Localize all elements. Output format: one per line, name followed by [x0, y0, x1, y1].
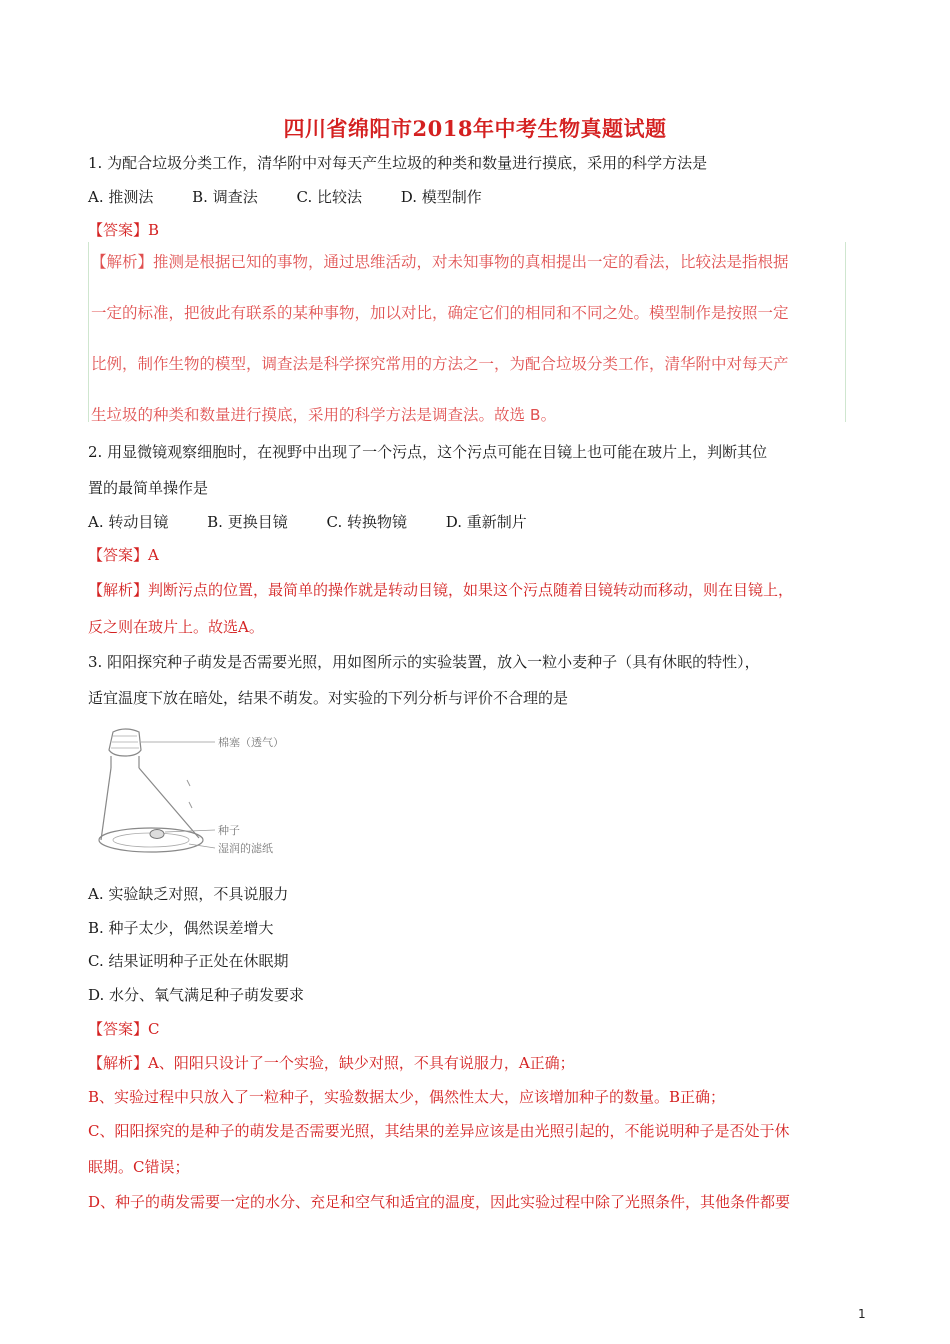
cotton-plug-shape	[109, 729, 141, 756]
q3-question-line: 3. 阳阳探究种子萌发是否需要光照，用如图所示的实验装置，放入一粒小麦种子（具有休眠的特性），	[88, 653, 760, 671]
seed-shape	[150, 830, 164, 839]
q2-option-a: A. 转动目镜	[88, 513, 169, 531]
q2-analysis-line: 反之则在玻片上。故选A。	[88, 618, 264, 636]
q1-analysis-image	[88, 242, 846, 422]
label-seed: 种子	[218, 824, 240, 837]
q3-option-b: B. 种子太少，偶然误差增大	[88, 919, 274, 937]
q1-analysis-line: 比例，制作生物的模型，调查法是科学探究常用的方法之一，为配合垃圾分类工作，清华附中对每天产	[91, 355, 789, 373]
experiment-apparatus-figure	[95, 722, 305, 862]
page-number: 1	[858, 1307, 866, 1321]
q2-option-d: D. 重新制片	[445, 513, 527, 531]
q1-option-a: A. 推测法	[88, 188, 154, 206]
q3-analysis-line: C、阳阳探究的是种子的萌发是否需要光照，其结果的差异应该是由光照引起的，不能说明种子是否处于休	[88, 1122, 790, 1140]
q1-analysis-line: 生垃圾的种类和数量进行摸底，采用的科学方法是调查法。故选 B。	[91, 406, 557, 424]
q3-analysis-line: B、实验过程中只放入了一粒种子，实验数据太少，偶然性太大，应该增加种子的数量。B正确；	[88, 1088, 726, 1106]
figure-mark	[187, 780, 190, 786]
q2-analysis-line: 【解析】判断污点的位置，最简单的操作就是转动目镜，如果这个污点随着目镜转动而移动，则在目镜上，	[88, 581, 794, 599]
cotton-plug-texture	[111, 736, 139, 748]
q1-analysis-line: 【解析】推测是根据已知的事物，通过思维活动，对未知事物的真相提出一定的看法，比较法是指根据	[91, 253, 789, 271]
q3-option-d: D. 水分、氧气满足种子萌发要求	[88, 986, 305, 1004]
q2-question-line: 2. 用显微镜观察细胞时，在视野中出现了一个污点，这个污点可能在目镜上也可能在玻片上，判断其位	[88, 443, 768, 461]
q3-analysis-line: D、种子的萌发需要一定的水分、充足和空气和适宜的温度，因此实验过程中除了光照条件，其他条件都要	[88, 1193, 791, 1211]
label-filter-paper: 湿润的滤纸	[218, 842, 273, 855]
q2-options	[88, 512, 561, 532]
q1-option-c: C. 比较法	[296, 188, 362, 206]
q3-answer: 【答案】C	[88, 1020, 160, 1038]
bottle-side-left	[101, 768, 111, 840]
q2-question-line: 置的最简单操作是	[88, 479, 209, 497]
q3-question-line: 适宜温度下放在暗处，结果不萌发。对实验的下列分析与评价不合理的是	[88, 689, 569, 707]
q3-option-a: A. 实验缺乏对照，不具说服力	[88, 885, 289, 903]
q3-analysis-line: 【解析】A、阳阳只设计了一个实验，缺少对照，不具有说服力，A正确；	[88, 1054, 575, 1072]
label-cotton: 棉塞（透气）	[218, 736, 284, 749]
q1-option-d: D. 模型制作	[400, 188, 482, 206]
q1-option-b: B. 调查法	[192, 188, 258, 206]
q1-options	[88, 187, 516, 207]
q3-analysis-line: 眠期。C错误；	[88, 1158, 190, 1176]
q2-option-b: B. 更换目镜	[207, 513, 288, 531]
figure-mark	[189, 802, 192, 808]
q2-answer: 【答案】A	[88, 546, 159, 564]
q2-option-c: C. 转换物镜	[326, 513, 407, 531]
q1-answer: 【答案】B	[88, 221, 160, 239]
q1-analysis-line: 一定的标准，把彼此有联系的某种事物，加以对比，确定它们的相同和不同之处。模型制作是按照一定	[91, 304, 789, 322]
q1-question: 1. 为配合垃圾分类工作，清华附中对每天产生垃圾的种类和数量进行摸底，采用的科学方法是	[88, 154, 708, 172]
page-title: 四川省绵阳市2018年中考生物真题试题	[283, 116, 667, 141]
q3-option-c: C. 结果证明种子正处在休眠期	[88, 952, 289, 970]
